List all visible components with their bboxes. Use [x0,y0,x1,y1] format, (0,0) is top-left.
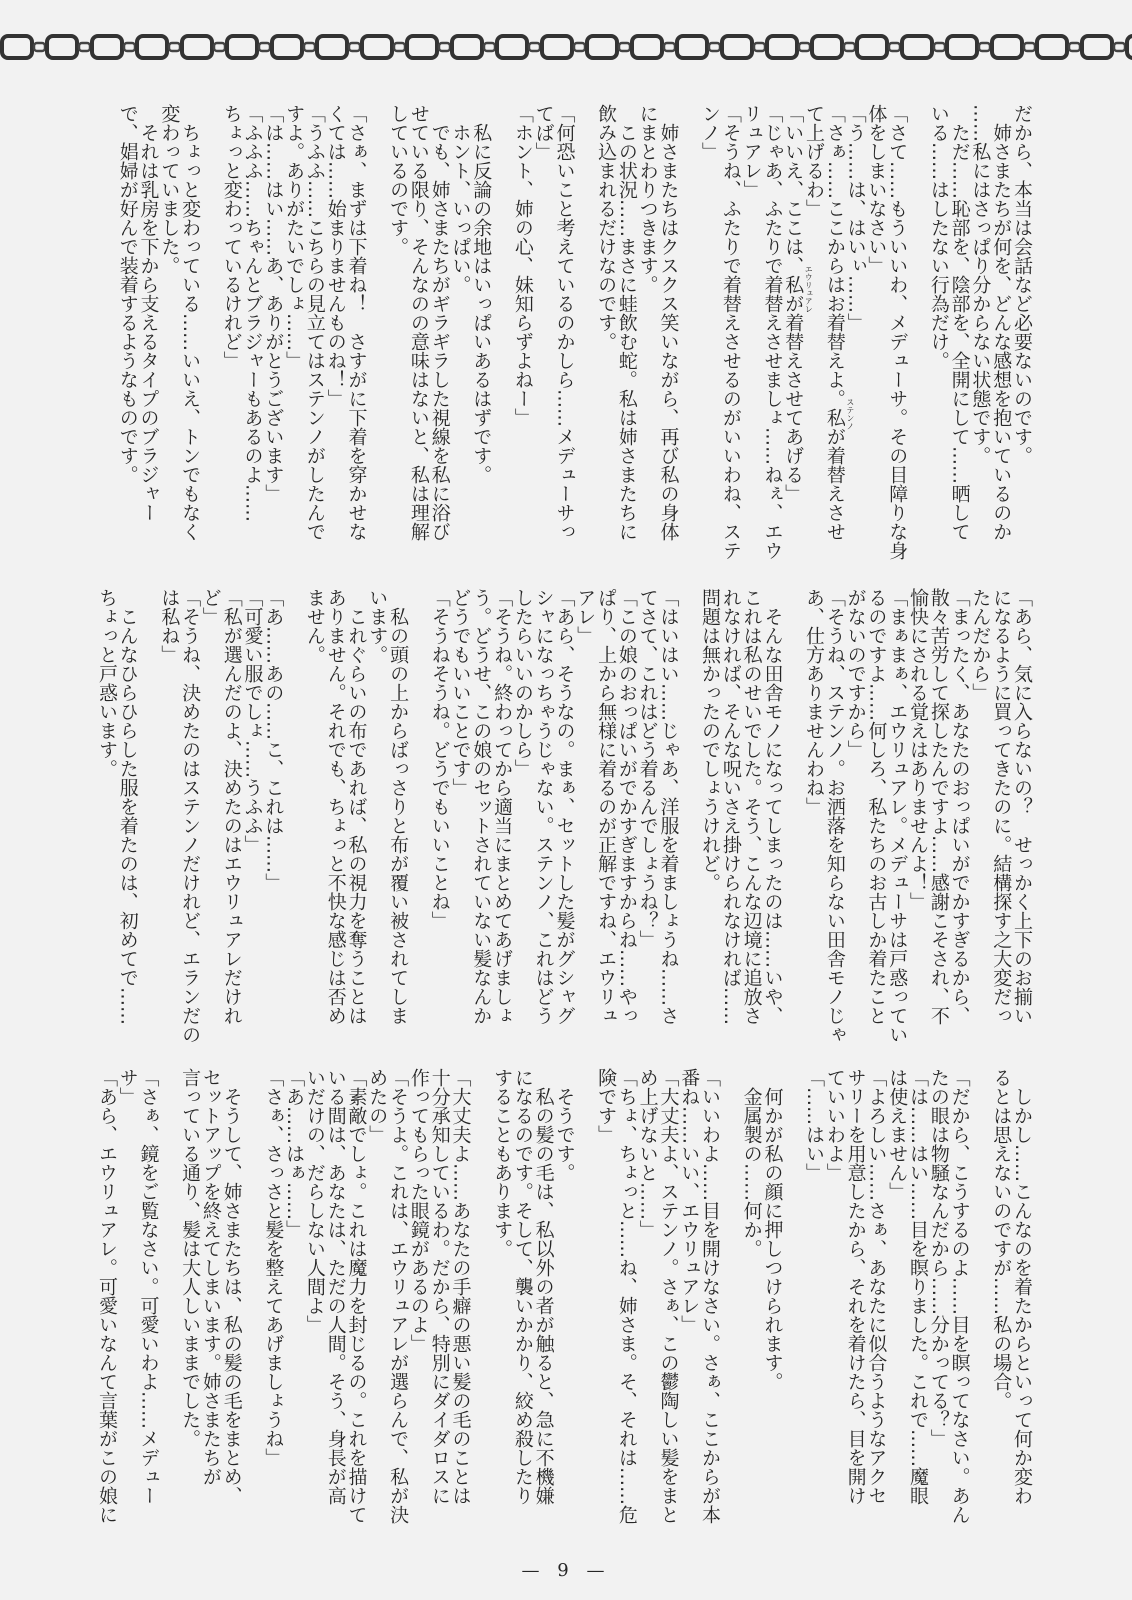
text-line: しかし……こんなのを着たからといって何か変わ [1011,1068,1033,1505]
text-line: 「あ……はぁ……」 [283,1068,306,1239]
chain-link-small [754,43,765,51]
text-line: 「さぁ、まずは下着ね！ さすがに下着を穿かせな [345,104,368,541]
text-line: てさて、これはどう着るんでしょうね？」 [636,588,659,949]
text-line: 体をしまいなさい」 [865,104,888,275]
chain-link [947,36,977,58]
chain-link [542,36,572,58]
text-line: サ」 [116,1068,139,1106]
text-line: 私に反論の余地はいっぱいあるはずです。 [470,104,493,484]
text-line: セットアップを終えてしまいます。姉さまたちが [199,1068,222,1486]
blank-line [200,104,221,572]
text-line: 「大丈夫よ……あなたの手癖の悪い髪の毛のことは [449,1068,472,1505]
text-line: シャになっちゃうじゃない。ステンノ、これはどう [532,588,555,1025]
text-line: しているのです。 [387,104,410,256]
blank-line [470,1068,491,1536]
chain-link [47,36,77,58]
chain-link [227,36,257,58]
chain-link-small [394,43,405,51]
text-line: で、娼婦が好んで装着するようなものです。 [116,104,139,484]
text-line: 番ね……いい、エウリュアレ」 [678,1068,701,1334]
text-line: 「あら、気に入らないの？ せっかく上下のお揃い [1011,588,1033,1025]
text-line: でも、姉さまたちがギラギラした視線を私に浴び [428,104,451,541]
text-line: 「じゃあ、ふたりで着替えさせましょ……ねぇ、エウ [761,104,784,560]
chain-link-small [1069,43,1080,51]
chain-link [1127,36,1132,58]
blank-line [574,1068,595,1536]
chain-link-small [664,43,675,51]
text-line: 「いいわよ……目を開けなさい。さぁ、ここからが本 [699,1068,722,1524]
text-line: 「私が選んだのよ、決めたのはエウリュアレだけれ [220,588,243,1025]
text-line: 姉さまたちはクスクス笑いながら、再び私の身体 [657,104,680,541]
text-line: したらいいのかしら」 [511,588,534,778]
text-line: 私の頭の上からばっさりと布が覆い被されてしま [387,588,410,1025]
text-line [823,104,855,572]
text-line: がないのですから」 [844,588,867,759]
text-line: することもあります。 [491,1068,514,1258]
blank-line [283,588,304,1056]
text-line: れなければ、そんな呪いさえ掛けられなければ…… [719,588,742,1025]
text-line: 「うふふ……こちらの見立てはステンノがしたんで [303,104,326,541]
chain-link-small [304,43,315,51]
text-line: 「あ……あの……こ、これは……」 [262,588,285,892]
text-line: 姉さまたちが何を、どんな感想を抱いているのか [990,104,1013,541]
text-line: 言っている通り、髪は大人しいままでした。 [179,1068,202,1448]
text-line: 「そうね、決めたのはステンノだけれど、エランだの [179,588,202,1044]
text-tier-middle [96,588,1032,1056]
chain-link [182,36,212,58]
chain-link-small [1024,43,1035,51]
text-line: 変わっていました。 [158,104,181,275]
text-line: 「……はい」 [803,1068,826,1182]
text-line: てば」 [532,104,555,161]
chain-link-small [124,43,135,51]
text-line: 「は……はい……目を瞑りました。これで……魔眼 [907,1068,930,1505]
text-line: るのですよ……何しろ、私たちのお古しか着たこと [865,588,888,1025]
chain-link-small [709,43,720,51]
text-line: 「ちょ、ちょっと……ね、姉さま。そ、それは……危 [615,1068,638,1524]
ruby-base: 私 [782,275,805,294]
text-segment: 「いいえ、ここは、 [782,104,805,275]
chain-link [587,36,617,58]
text-line: ちょっと変わっている……いいえ、トンでもなく [179,104,202,541]
chain-link-small [574,43,585,51]
text-line: 「さて……もういいわ、メデューサ。その目障りな身 [886,104,909,560]
chain-border-decoration [0,30,1132,64]
text-line: ありません。それでも、ちょっと不快な感じは否め [324,588,347,1025]
blank-line [678,588,699,1056]
text-line: これぐらいの布であれば、私の視力を奪うことは [345,588,368,1025]
text-line: は使えません」 [886,1068,909,1201]
text-line: にまとわりつきます。 [636,104,659,294]
blank-line [242,1068,263,1536]
text-line: め上げないと……」 [636,1068,659,1239]
text-line: ただ……恥部を、陰部を、全開にして……晒して [948,104,971,541]
text-line: ンノ」 [699,104,722,161]
text-line: 「あら、エウリュアレ。可愛いなんて言葉がこの娘に [95,1068,118,1524]
chain-link-small [1114,43,1125,51]
ruby-annotated-word [782,265,814,313]
text-line: 散々苦労して探したんですよ……感謝こそされ、不 [927,588,950,1025]
chain-link-small [844,43,855,51]
text-line: 愉快にされる覚えはありませんよ！」 [907,588,930,911]
ruby-annotated-word [823,398,855,430]
chain-link-small [349,43,360,51]
text-line: いる……はしたない行為だけ。 [927,104,950,370]
text-line: 「だから、こうするのよ……目を瞑ってなさい。あん [948,1068,971,1524]
text-line: ちょっと戸惑います。 [95,588,118,778]
text-line: すよ。ありがたいでしょ……」 [283,104,306,370]
text-line: めたの」 [366,1068,389,1144]
text-line: いだけの、だらしない人間よ」 [303,1068,326,1334]
text-line: は私ね」 [158,588,181,664]
chain-link-small [34,43,45,51]
text-line: 険です」 [595,1068,618,1144]
text-line: くては……始まりませんものね！」 [324,104,347,408]
text-line: たんだから」 [969,588,992,702]
text-line [782,104,814,572]
chain-link-small [979,43,990,51]
text-line: 「何恐いこと考えているのかしら……メデューサっ [553,104,576,541]
chain-link-small [439,43,450,51]
text-line: そうです。 [553,1068,576,1182]
chain-link [2,36,32,58]
text-line: 「さぁ、さっさと髪を整えてあげましょうね」 [262,1068,285,1467]
blank-line [138,588,159,1056]
text-line: この状況……まさに蛙飲む蛇。私は姉さまたちに [615,104,638,541]
blank-line [720,1068,741,1536]
chain-link [677,36,707,58]
chain-link [812,36,842,58]
blank-line [907,104,928,572]
text-line: リュアレ」 [740,104,763,199]
ruby-base: 私 [823,408,846,427]
chain-link-small [619,43,630,51]
text-line: 「まったく、あなたのおっぱいがでかすぎるから、 [948,588,971,1025]
text-line: ていいわよ」 [823,1068,846,1182]
text-line: になるのです。そして、襲いかかり、絞め殺したり [511,1068,534,1505]
blank-line [782,588,803,1056]
chain-link-small [259,43,270,51]
blank-line [491,104,512,572]
blank-line [782,1068,803,1536]
chain-link-small [79,43,90,51]
text-line: これは私のせいでした。そう、こんな辺境に追放さ [740,588,763,1025]
text-line: て上げるわ」 [803,104,826,218]
chain-link [137,36,167,58]
chain-link [407,36,437,58]
text-line: 「そうね、ふたりで着替えさせるのがいいわね、ステ [719,104,742,560]
text-line: そんな田舎モノになってしまったのは……いや、 [761,588,784,1025]
chain-link [902,36,932,58]
text-line: 「まぁまぁ、エウリュアレ。メデューサは戸惑ってい [886,588,909,1044]
text-line: 金属製の……何か。 [740,1068,763,1258]
chain-link-small [799,43,810,51]
text-line: ちょっと変わっているけれど」 [220,104,243,370]
text-tier-top [117,104,1032,572]
ruby-reading: エウリュアレ [804,265,814,313]
text-line: いる間は、あなたは、ただの人間。そう、身長が高 [324,1068,347,1505]
text-line: ホント、いっぱい。 [449,104,472,294]
text-line: せている限り、そんなのの意味はないと、私は理解 [407,104,430,541]
text-line: 「そうね。終わってから適当にまとめてあげましょ [491,588,514,1025]
chain-link-small [889,43,900,51]
chain-link [497,36,527,58]
text-line: ……私にはさっぱり分からない状態です。 [969,104,992,465]
text-line: 「ホント、姉の心、妹知らずよねー」 [511,104,534,427]
text-line: ません。 [303,588,326,664]
text-line: だから、本当は会話など必要ないのです。 [1011,104,1033,465]
text-line: 「さぁ、鏡をご覧なさい。可愛いわよ……メデュー [137,1068,160,1505]
blank-line [367,104,388,572]
chain-link-small [529,43,540,51]
text-line: 「そうよ。これは、エウリュアレが選らんで、私が決 [387,1068,410,1524]
text-line: になるように買ってきたのに。結構探す之大変だっ [990,588,1013,1025]
text-line: 私の髪の毛は、私以外の者が触ると、急に不機嫌 [532,1068,555,1505]
text-line: たの眼は物騒なんだから……分かってる？」 [927,1068,950,1448]
chain-link [452,36,482,58]
text-line: 「素敵でしょ。これは魔力を封じるの。これを描けて [345,1068,368,1524]
chain-link-small [214,43,225,51]
text-line: う。どうせ、この娘のセットされていない髪なんか [470,588,493,1025]
text-line: 「ふふふ……ちゃんとブラジャーもあるのよ…… [241,104,264,522]
chain-link [362,36,392,58]
chain-link [1037,36,1067,58]
chain-link-small [484,43,495,51]
text-line: 「大丈夫よ、ステンノ。さぁ、この鬱陶しい髪をまと [657,1068,680,1524]
text-line: ど」 [199,588,222,626]
text-line: どうでもいいことです」 [449,588,472,797]
text-line: 「そうね、ステンノ。お洒落を知らない田舎モノじゃ [823,588,846,1044]
text-line: ぱり、上から無様に着るのが正解ですね、エウリュ [595,588,618,1025]
text-segment: が着替えさせ [823,427,846,541]
text-line: 「は……はい……あ、ありがとうございます」 [262,104,285,503]
text-line: アレ」 [574,588,597,645]
chain-link-small [169,43,180,51]
text-segment: 「さぁ……ここからはお着替えよ。 [823,104,846,408]
text-line: 「そうねそうね。どうでもいいことね」 [428,588,451,930]
text-line: 作ってもらった眼鏡があるのよ」 [407,1068,430,1353]
text-line: 「あら、そうなの。まぁ、セットした髪がグシャグ [553,588,576,1025]
text-line: います。 [366,588,389,664]
blank-line [574,104,595,572]
text-line: そうして、姉さまたちは、私の髪の毛をまとめ、 [220,1068,243,1505]
text-line: こんなひらひらした服を着たのは、初めてで…… [116,588,139,1025]
text-line: 何かが私の顔に押しつけられます。 [761,1068,784,1391]
text-tier-bottom [96,1068,1032,1536]
text-line: 「はいはい……じゃあ、洋服を着ましょうね……さ [657,588,680,1025]
chain-link [92,36,122,58]
chain-link [272,36,302,58]
chain-link [992,36,1022,58]
blank-line [970,1068,991,1536]
text-segment: が着替えさせてあげる」 [782,294,805,503]
blank-line [159,1068,180,1536]
text-line: 問題は無かったのでしょうけれど。 [699,588,722,892]
text-line: るとは思えないのですが……私の場合。 [990,1068,1013,1410]
ruby-reading: ステンノ [845,398,855,430]
blank-line [678,104,699,572]
chain-link [722,36,752,58]
text-line: 十分承知しているわ。だから、特別にダイダロスに [428,1068,451,1505]
text-line: それは乳房を下から支えるタイプのブラジャー [137,104,160,522]
chain-link [632,36,662,58]
text-line: 「可愛い服でしょ……うふふ」 [241,588,264,854]
chain-link [1082,36,1112,58]
text-line: 「この娘のおっぱいがでかすぎますからね……やっ [615,588,638,1025]
text-line: 「う……は、はいぃ……」 [844,104,867,332]
chain-link [767,36,797,58]
page-number: — 9 — [521,1560,611,1581]
text-line: あ、仕方ありませんわね」 [803,588,826,816]
chain-link [857,36,887,58]
blank-line [408,588,429,1056]
chain-link [317,36,347,58]
text-line: 「よろしい……さぁ、あなたに似合うようなアクセ [865,1068,888,1505]
chain-link-small [934,43,945,51]
text-line: 飲み込まれるだけなのです。 [595,104,618,351]
text-line: サリーを用意したから、それを着けたら、目を開け [844,1068,867,1505]
